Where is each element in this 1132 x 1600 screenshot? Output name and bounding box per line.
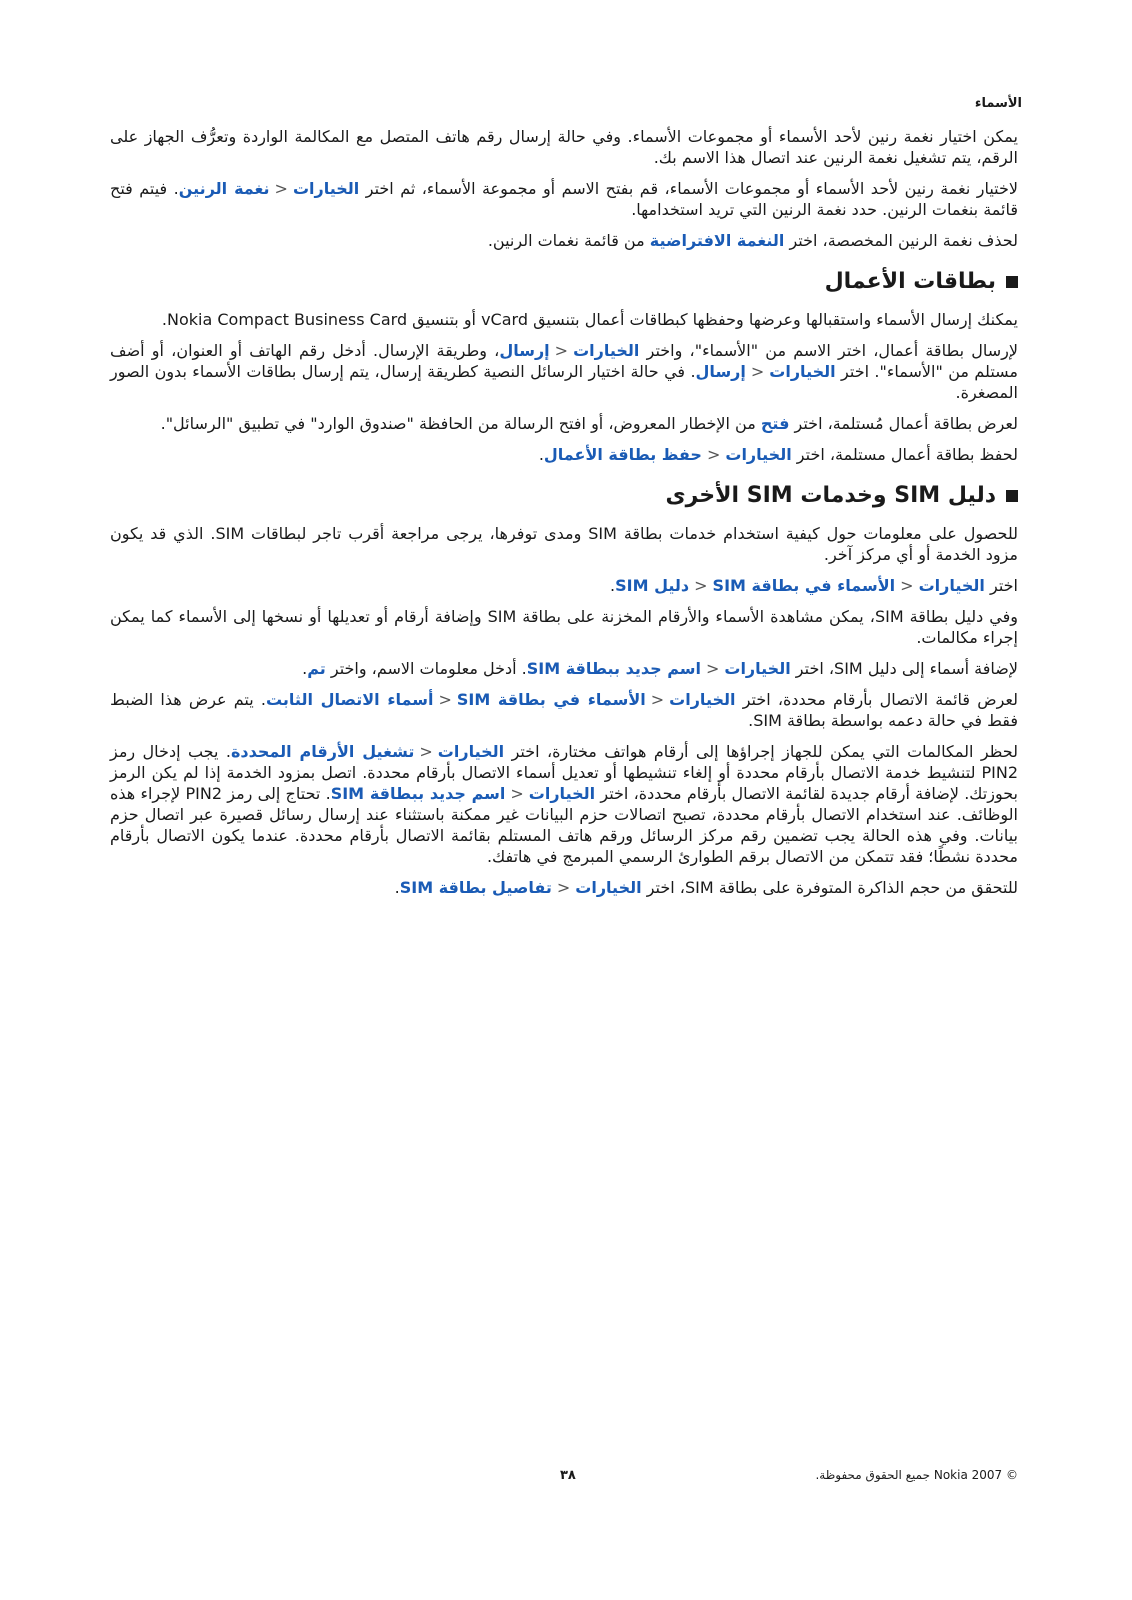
menu-sim-directory: دليل SIM: [615, 576, 690, 595]
separator-icon: <: [419, 742, 433, 761]
menu-options: الخيارات: [725, 445, 792, 464]
text: .: [538, 445, 544, 464]
black-square-icon: [1006, 276, 1018, 288]
text: .: [610, 576, 616, 595]
sim-directory-heading: [110, 483, 1018, 509]
page-content: [110, 126, 1018, 908]
sim-paragraph-2: [110, 575, 1018, 596]
menu-options: الخيارات: [724, 659, 791, 678]
separator-icon: <: [556, 878, 571, 897]
business-cards-paragraph-1: يمكنك إرسال الأسماء واستقبالها وعرضها وحفظها كبطاقات أعمال بتنسيق vCard أو بتنسيق Nokia Compact Business Card.: [161, 310, 1018, 329]
text: . في حالة اختيار الرسائل النصية كطريقة إرسال، يتم إرسال بطاقات الأسماء بدون الصور المصغرة.: [110, 362, 1018, 402]
menu-options: الخيارات: [292, 179, 360, 198]
text: لحفظ بطاقة أعمال مستلمة، اختر: [796, 445, 1018, 464]
menu-options: الخيارات: [669, 690, 736, 709]
text: .: [302, 659, 308, 678]
text: من قائمة نغمات الرنين.: [487, 231, 645, 250]
menu-sim-names: الأسماء في بطاقة SIM: [456, 690, 646, 709]
separator-icon: <: [900, 576, 914, 595]
sim-paragraph-5: [110, 689, 1018, 731]
menu-open: فتح: [760, 414, 790, 433]
menu-fixed-dialing-on: تشغيل الأرقام المحددة: [230, 742, 415, 761]
text: لإضافة أسماء إلى دليل SIM، اختر: [795, 659, 1018, 678]
text: من الإخطار المعروض، أو افتح الرسالة من الحافظة "صندوق الوارد" في تطبيق "الرسائل".: [160, 414, 756, 433]
text: اختر: [990, 576, 1018, 595]
text: . فيتم فتح قائمة بنغمات الرنين. حدد نغمة الرنين التي تريد استخدامها.: [110, 179, 1018, 219]
separator-icon: <: [274, 179, 288, 198]
separator-icon: <: [650, 690, 665, 709]
separator-icon: <: [750, 362, 765, 381]
menu-send: إرسال: [499, 341, 550, 360]
ringtones-paragraph-2: [110, 178, 1018, 220]
text: لعرض بطاقة أعمال مُستلمة، اختر: [794, 414, 1018, 433]
separator-icon: <: [554, 341, 569, 360]
heading-text: دليل SIM وخدمات SIM الأخرى: [665, 483, 996, 508]
page-footer: [110, 1468, 1018, 1488]
text: . أدخل معلومات الاسم، واختر: [330, 659, 527, 678]
text: . يجب إدخال رمز PIN2 لتنشيط خدمة الاتصال بأرقام محددة أو إلغاء تنشيطها أو تعديل أسماء الاتصال بأرقام محددة. اتصل بمزود الخدمة إذا لم يكن الرمز بحوزتك. لإضافة أرقام جديدة لقائمة الاتصال بأرقام محددة، اختر: [110, 742, 1019, 803]
menu-default-tone: النغمة الافتراضية: [649, 231, 785, 250]
text: . يتم عرض هذا الضبط فقط في حالة دعمه بواسطة بطاقة SIM.: [110, 690, 1018, 730]
ringtones-paragraph-1: يمكن اختيار نغمة رنين لأحد الأسماء أو مجموعات الأسماء. وفي حالة إرسال رقم هاتف المتصل مع المكالمة الواردة وتعرُّف الجهاز على الرقم، يتم تشغيل نغمة الرنين عند اتصال هذا الاسم بك.: [110, 127, 1018, 167]
text: لإرسال بطاقة أعمال، اختر الاسم من "الأسماء"، واختر: [646, 341, 1018, 360]
business-cards-paragraph-3: [110, 413, 1018, 434]
menu-options: الخيارات: [769, 362, 836, 381]
black-square-icon: [1006, 490, 1018, 502]
business-cards-paragraph-4: [110, 444, 1018, 465]
menu-sim-names: الأسماء في بطاقة SIM: [712, 576, 896, 595]
menu-options: الخيارات: [918, 576, 985, 595]
sim-paragraph-3: وفي دليل بطاقة SIM، يمكن مشاهدة الأسماء والأرقام المخزنة على بطاقة SIM وإضافة أرقام أو تعديلها أو نسخها إلى الأسماء كما يمكن إجراء مكالمات.: [110, 607, 1019, 647]
text: لحظر المكالمات التي يمكن للجهاز إجراؤها إلى أرقام هواتف مختارة، اختر: [511, 742, 1018, 761]
text: .: [394, 878, 400, 897]
menu-sim-details: تفاصيل بطاقة SIM: [399, 878, 552, 897]
text: لعرض قائمة الاتصال بأرقام محددة، اختر: [742, 690, 1018, 709]
separator-icon: <: [694, 576, 708, 595]
chapter-header: الأسماء: [974, 96, 1022, 111]
menu-ringtone: نغمة الرنين: [178, 179, 270, 198]
sim-paragraph-4: [110, 658, 1018, 679]
menu-new-sim-contact: اسم جديد ببطاقة SIM: [330, 784, 506, 803]
sim-paragraph-6: [110, 741, 1018, 867]
separator-icon: <: [705, 659, 720, 678]
text: . تحتاج إلى رمز PIN2 لإجراء هذه الوظائف. عند استخدام الاتصال بأرقام محددة، تصبح اتصالات حزم البيانات غير ممكنة باستثناء عند إرسال رسائل قصيرة عبر اتصال حزم بيانات. وفي هذه الحالة يجب تضمين رقم مركز الرسائل ورقم هاتف المستلم بقائمة الاتصال بأرقام محددة. عندما يكون الاتصال بأرقام محددة نشطًا؛ فقد تتمكن من الاتصال برقم الطوارئ الرسمي المبرمج في هاتفك.: [110, 784, 1018, 866]
sim-paragraph-7: [110, 877, 1018, 898]
text: ، وطريقة الإرسال. أدخل رقم الهاتف أو العنوان، أو أضف مستلم من "الأسماء". اختر: [110, 341, 1018, 381]
menu-done: تم: [307, 659, 326, 678]
heading-text: بطاقات الأعمال: [824, 269, 996, 294]
separator-icon: <: [510, 784, 524, 803]
menu-save-business-card: حفظ بطاقة الأعمال: [543, 445, 702, 464]
menu-send: إرسال: [695, 362, 746, 381]
menu-options: الخيارات: [528, 784, 596, 803]
copyright-notice: © Nokia 2007 جميع الحقوق محفوظة.: [815, 1468, 1018, 1482]
separator-icon: <: [438, 690, 452, 709]
text: لاختيار نغمة رنين لأحد الأسماء أو مجموعات الأسماء، قم بفتح الاسم أو مجموعة الأسماء، ثم اختر: [365, 179, 1019, 198]
menu-options: الخيارات: [573, 341, 640, 360]
text: للتحقق من حجم الذاكرة المتوفرة على بطاقة SIM، اختر: [646, 878, 1018, 897]
text: لحذف نغمة الرنين المخصصة، اختر: [789, 231, 1018, 250]
menu-options: الخيارات: [437, 742, 505, 761]
separator-icon: <: [706, 445, 721, 464]
menu-new-sim-contact: اسم جديد ببطاقة SIM: [526, 659, 701, 678]
ringtones-paragraph-3: [110, 230, 1018, 251]
sim-paragraph-1: للحصول على معلومات حول كيفية استخدام خدمات بطاقة SIM ومدى توفرها، يرجى مراجعة أقرب تاجر لبطاقات SIM. الذي قد يكون مزود الخدمة أو أي مركز آخر.: [110, 524, 1019, 564]
business-cards-paragraph-2: [110, 340, 1018, 403]
business-cards-heading: [110, 269, 1018, 295]
menu-fixed-dialing-names: أسماء الاتصال الثابت: [265, 690, 434, 709]
menu-options: الخيارات: [575, 878, 642, 897]
page-number: ٣٨: [560, 1468, 576, 1483]
